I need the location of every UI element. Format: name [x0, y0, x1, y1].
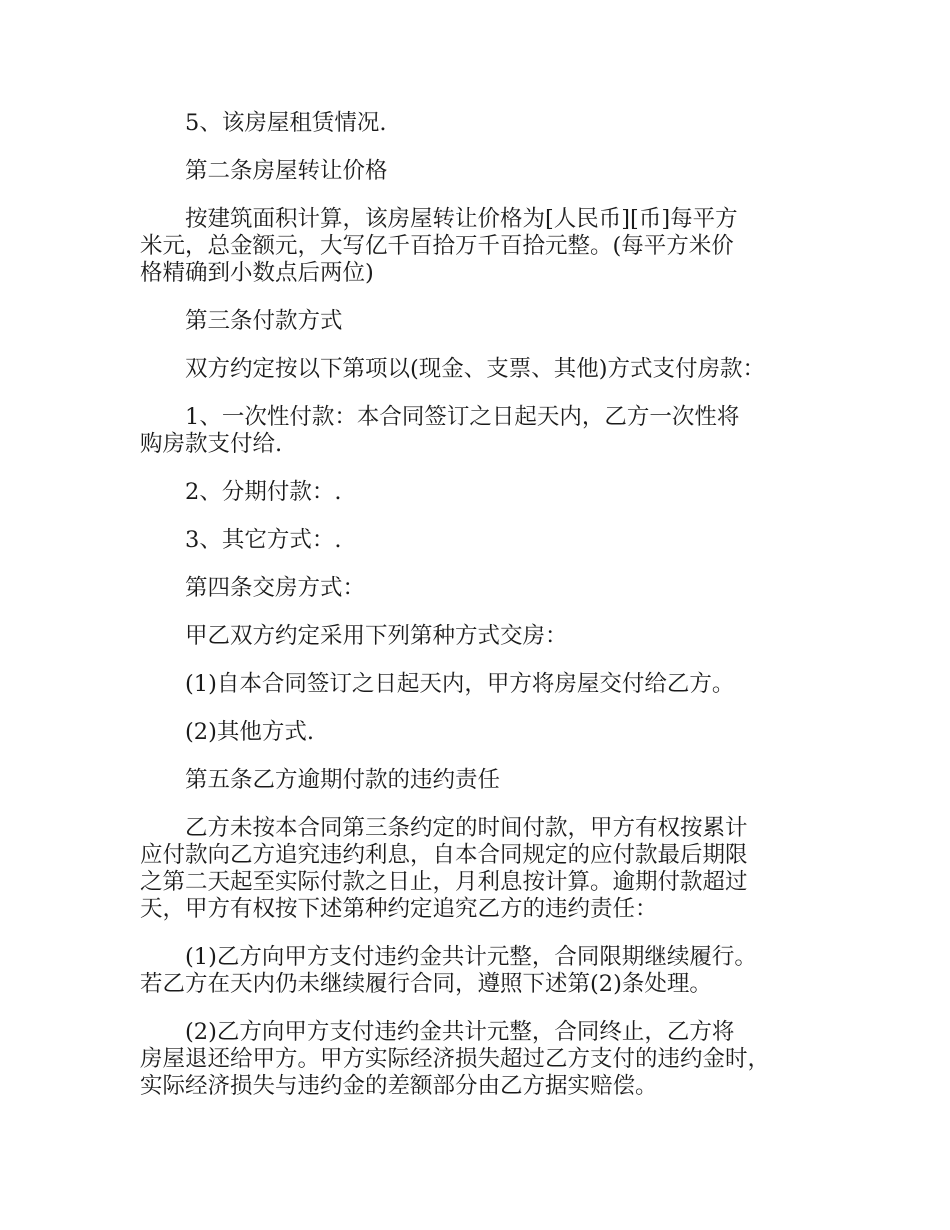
paragraph-line: 格精确到小数点后两位) — [140, 260, 374, 286]
paragraph-line: 按建筑面积计算，该房屋转让价格为[人民币][币]每平方 — [185, 206, 738, 232]
paragraph: 2、分期付款：. — [185, 479, 342, 505]
paragraph-line: 乙方未按本合同第三条约定的时间付款，甲方有权按累计 — [185, 815, 748, 841]
paragraph — [140, 206, 815, 287]
paragraph-line: 房屋退还给甲方。甲方实际经济损失超过乙方支付的违约金时， — [140, 1046, 771, 1072]
paragraph: 双方约定按以下第项以(现金、支票、其他)方式支付房款： — [185, 356, 766, 382]
paragraph-line: (1)乙方向甲方支付违约金共计元整，合同限期继续履行。 — [185, 944, 757, 970]
paragraph-line: 1、一次性付款：本合同签订之日起天内，乙方一次性将 — [185, 404, 740, 430]
paragraph: (2)其他方式. — [185, 719, 315, 745]
paragraph: 第五条乙方逾期付款的违约责任 — [185, 767, 501, 793]
paragraph-line: 实际经济损失与违约金的差额部分由乙方据实赔偿。 — [140, 1073, 658, 1099]
paragraph — [140, 404, 815, 458]
paragraph-line: 之第二天起至实际付款之日止，月利息按计算。逾期付款超过 — [140, 869, 748, 895]
paragraph: 第四条交房方式： — [185, 575, 366, 601]
paragraph: 3、其它方式：. — [185, 527, 342, 553]
paragraph — [140, 1019, 815, 1100]
paragraph: 第三条付款方式 — [185, 308, 343, 334]
paragraph: 第二条房屋转让价格 — [185, 158, 388, 184]
paragraph — [140, 944, 815, 998]
paragraph: (1)自本合同签订之日起天内，甲方将房屋交付给乙方。 — [185, 671, 735, 697]
paragraph-line: 米元，总金额元，大写亿千百拾万千百拾元整。(每平方米价 — [140, 233, 734, 259]
paragraph — [140, 815, 815, 923]
paragraph-line: (2)乙方向甲方支付违约金共计元整，合同终止，乙方将 — [185, 1019, 735, 1045]
paragraph-line: 天，甲方有权按下述第种约定追究乙方的违约责任： — [140, 896, 658, 922]
paragraph: 5、该房屋租赁情况. — [185, 110, 387, 136]
paragraph-line: 若乙方在天内仍未继续履行合同，遵照下述第(2)条处理。 — [140, 971, 712, 997]
paragraph-line: 应付款向乙方追究违约利息，自本合同规定的应付款最后期限 — [140, 842, 748, 868]
paragraph-line: 购房款支付给. — [140, 431, 283, 457]
document-body — [140, 110, 815, 1121]
paragraph: 甲乙双方约定采用下列第种方式交房： — [185, 623, 568, 649]
